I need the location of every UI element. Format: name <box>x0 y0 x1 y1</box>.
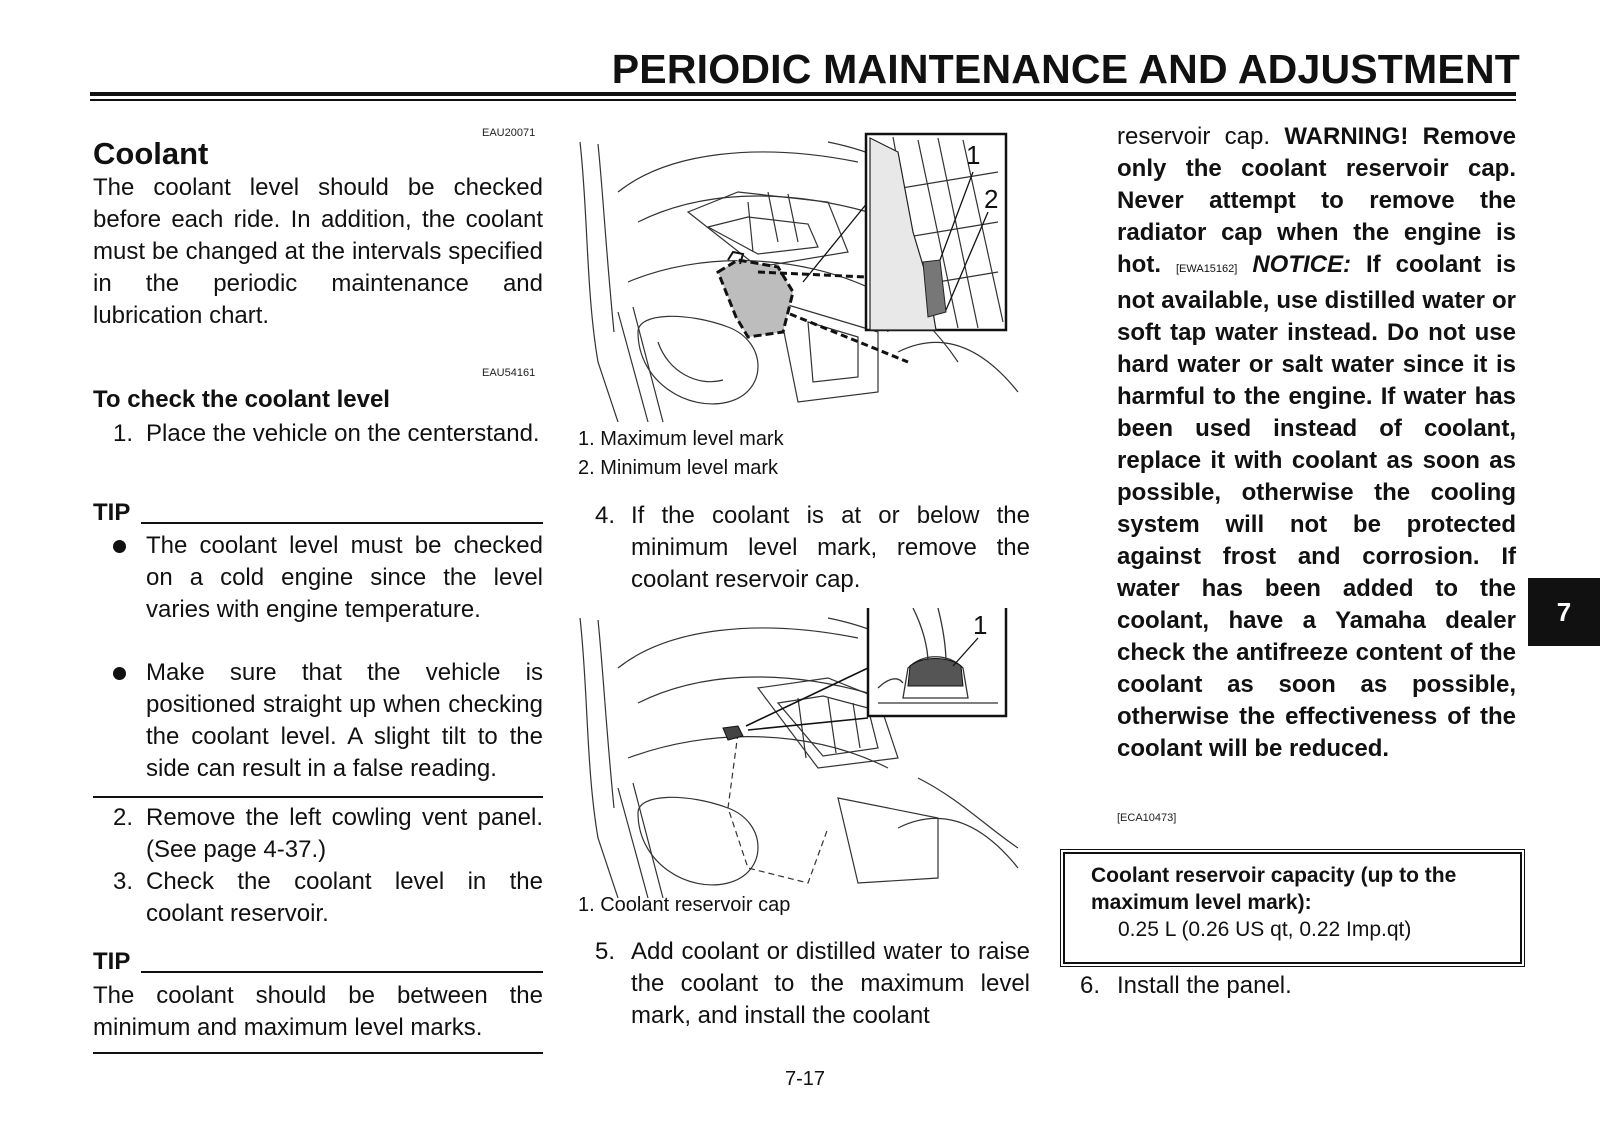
figure-callout: 2 <box>984 184 999 214</box>
spec-box <box>1063 852 1522 964</box>
subsection-heading: To check the coolant level <box>93 386 390 413</box>
continued-text: reservoir cap. <box>1117 123 1271 150</box>
header-rule-thin <box>90 99 1516 101</box>
figure-coolant-level <box>578 132 1028 422</box>
step-4 <box>578 500 1030 600</box>
step-2 <box>93 802 543 868</box>
figure-caption: 2. Minimum level mark <box>578 457 779 479</box>
step-number: 3. <box>112 868 133 895</box>
bullet-icon <box>113 667 126 680</box>
tip-text: The coolant should be between the minimum and maximum level marks. <box>93 982 543 1041</box>
motorcycle-illustration <box>578 132 1028 422</box>
step-text: Check the coolant level in the coolant reservoir. <box>146 868 543 927</box>
notice-text: If coolant is not available, use distilled water or soft tap water instead. Do not use hard water or salt water since it is harmful to the engine. If water has been used instead of coolant, replace it with coolant as soon as possible, otherwise the cooling system will not be protected against frost and corrosion. If water has been added to the coolant, have a Yamaha dealer check the antifreeze content of the coolant as soon as possible, otherwise the effectiveness of the coolant will be reduced. <box>1117 251 1517 762</box>
step-1 <box>93 418 543 484</box>
figure-reservoir-cap <box>578 608 1028 898</box>
section-heading: Coolant <box>93 136 209 171</box>
step-number: 1. <box>112 420 133 447</box>
subsection-code: EAU54161 <box>482 367 536 379</box>
motorcycle-illustration <box>578 608 1028 898</box>
step-text: Add coolant or distilled water to raise the coolant to the maximum level mark, and install the coolant <box>631 938 1030 1029</box>
tip-end-rule <box>93 1052 543 1054</box>
page-number: 7-17 <box>784 1068 826 1090</box>
step-text: Place the vehicle on the centerstand. <box>146 420 540 447</box>
step-3 <box>93 866 543 932</box>
step-text: Install the panel. <box>1117 972 1292 999</box>
warning-notice-block <box>1117 121 1516 765</box>
step-number: 4. <box>594 502 615 529</box>
notice-code: [ECA10473] <box>1117 812 1177 824</box>
bullet-icon <box>113 540 126 553</box>
tip-rule <box>141 522 543 524</box>
section-code: EAU20071 <box>482 127 536 139</box>
figure-callout: 1 <box>973 610 988 640</box>
warning-label: WARNING! <box>1284 123 1409 150</box>
tip-end-rule <box>93 796 543 798</box>
chapter-tab[interactable]: 7 <box>1528 578 1600 646</box>
page-header-title: PERIODIC MAINTENANCE AND ADJUSTMENT <box>611 46 1520 92</box>
step-text: Remove the left cowling vent panel. (See page 4-37.) <box>146 804 543 863</box>
figure-caption: 1. Coolant reservoir cap <box>578 894 791 916</box>
warning-text: Remove only the coolant reservoir cap. Never attempt to remove the radiator cap when the engine is hot. <box>1117 123 1517 278</box>
warning-code: [EWA15162] <box>1175 263 1238 275</box>
step-number: 6. <box>1079 972 1100 999</box>
tip-bullet: The coolant level must be checked on a cold engine since the level varies with engine temperature. <box>146 532 543 623</box>
figure-caption: 1. Maximum level mark <box>578 428 784 450</box>
tip-label: TIP <box>93 499 131 526</box>
tip-label: TIP <box>93 948 131 975</box>
spec-value: 0.25 L (0.26 US qt, 0.22 Imp.qt) <box>1118 918 1412 941</box>
notice-label: NOTICE: <box>1252 251 1352 278</box>
step-number: 2. <box>112 804 133 831</box>
tip-bullet: Make sure that the vehicle is positioned straight up when checking the coolant level. A slight tilt to the side can result in a false reading. <box>146 659 543 782</box>
step-6 <box>1063 970 1518 1004</box>
intro-paragraph: The coolant level should be checked before each ride. In addition, the coolant must be changed at the intervals specified in the periodic maintenance and lubrication chart. <box>93 174 543 329</box>
header-rule <box>90 92 1516 96</box>
figure-callout: 1 <box>966 140 981 170</box>
step-text: If the coolant is at or below the minimum level mark, remove the coolant reservoir cap. <box>631 502 1030 593</box>
spec-label: Coolant reservoir capacity (up to the maximum level mark): <box>1091 864 1457 914</box>
step-5 <box>578 936 1030 1036</box>
step-number: 5. <box>594 938 615 965</box>
tip-rule <box>141 971 543 973</box>
